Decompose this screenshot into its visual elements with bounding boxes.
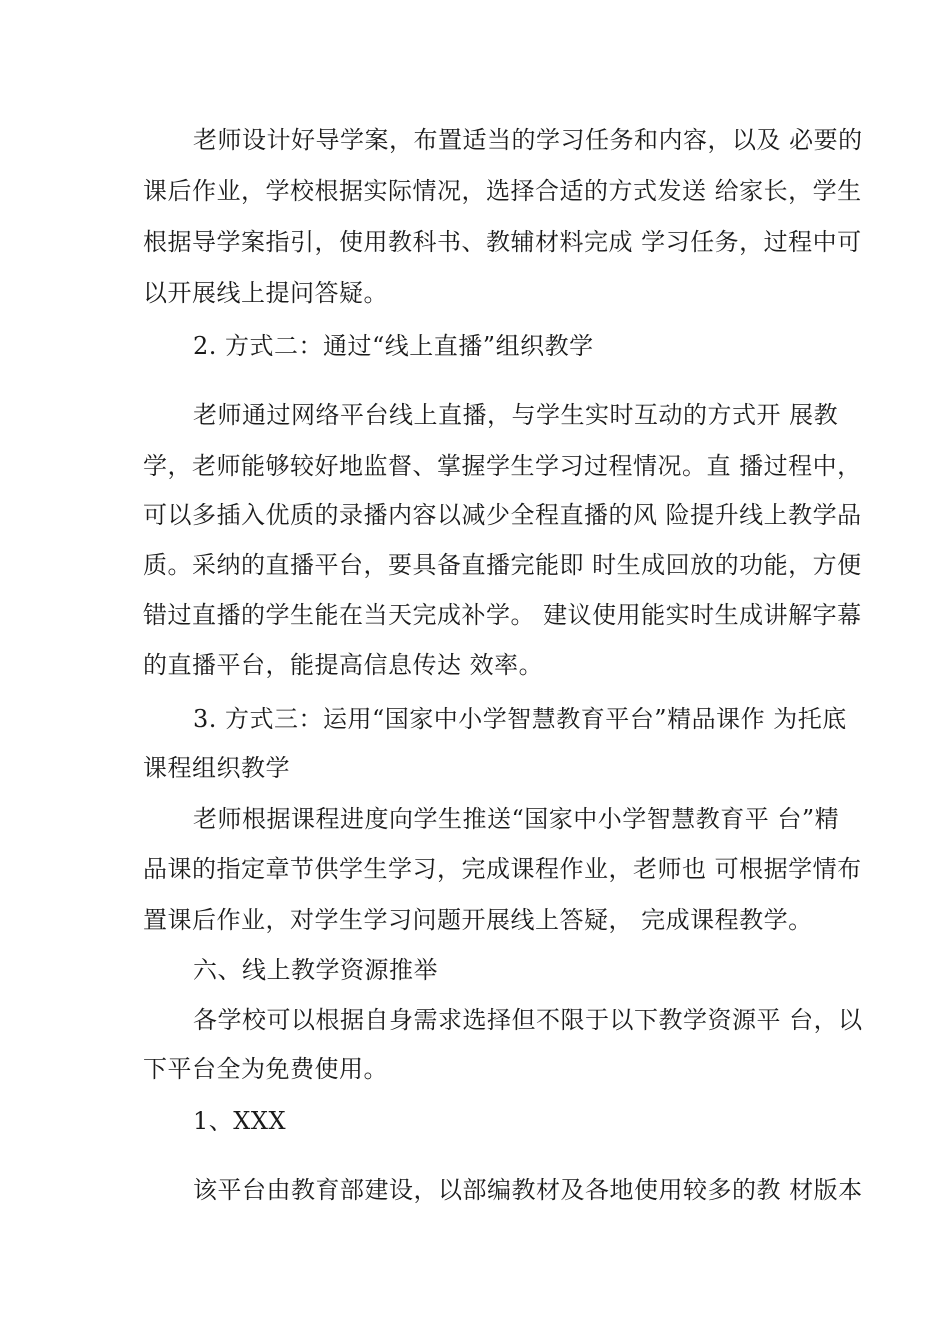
text-line: 以开展线上提问答疑。 xyxy=(143,279,388,307)
section-heading: 2. 方式二：通过“线上直播”组织教学 xyxy=(193,332,594,360)
text-line: 质。采纳的直播平台，要具备直播完能即 时生成回放的功能，方便 xyxy=(143,551,862,579)
text-line: 可以多插入优质的录播内容以减少全程直播的风 险提升线上教学品 xyxy=(143,501,862,529)
text-line: 置课后作业，对学生学习问题开展线上答疑， 完成课程教学。 xyxy=(143,906,813,934)
section-heading: 3. 方式三：运用“国家中小学智慧教育平台”精品课作 为托底 xyxy=(193,705,847,733)
text-line: 老师通过网络平台线上直播，与学生实时互动的方式开 展教 xyxy=(193,401,839,429)
text-line: 老师根据课程进度向学生推送“国家中小学智慧教育平 台”精 xyxy=(193,805,840,833)
section-heading: 六、线上教学资源推举 xyxy=(193,956,438,984)
text-line: 品课的指定章节供学生学习，完成课程作业，老师也 可根据学情布 xyxy=(143,855,862,883)
list-item-heading: 1、XXX xyxy=(193,1107,287,1135)
text-line: 根据导学案指引，使用教科书、教辅材料完成 学习任务，过程中可 xyxy=(143,228,862,256)
text-line: 学，老师能够较好地监督、掌握学生学习过程情况。直 播过程中， xyxy=(143,452,862,480)
text-line: 下平台全为免费使用。 xyxy=(143,1055,388,1083)
section-heading: 课程组织教学 xyxy=(143,754,290,782)
text-line: 的直播平台，能提高信息传达 效率。 xyxy=(143,651,544,679)
text-line: 该平台由教育部建设，以部编教材及各地使用较多的教 材版本 xyxy=(193,1176,863,1204)
text-line: 各学校可以根据自身需求选择但不限于以下教学资源平 台，以 xyxy=(193,1006,863,1034)
text-line: 老师设计好导学案，布置适当的学习任务和内容，以及 必要的 xyxy=(193,126,863,154)
text-line: 课后作业，学校根据实际情况，选择合适的方式发送 给家长，学生 xyxy=(143,177,862,205)
text-line: 错过直播的学生能在当天完成补学。 建议使用能实时生成讲解字幕 xyxy=(143,601,862,629)
